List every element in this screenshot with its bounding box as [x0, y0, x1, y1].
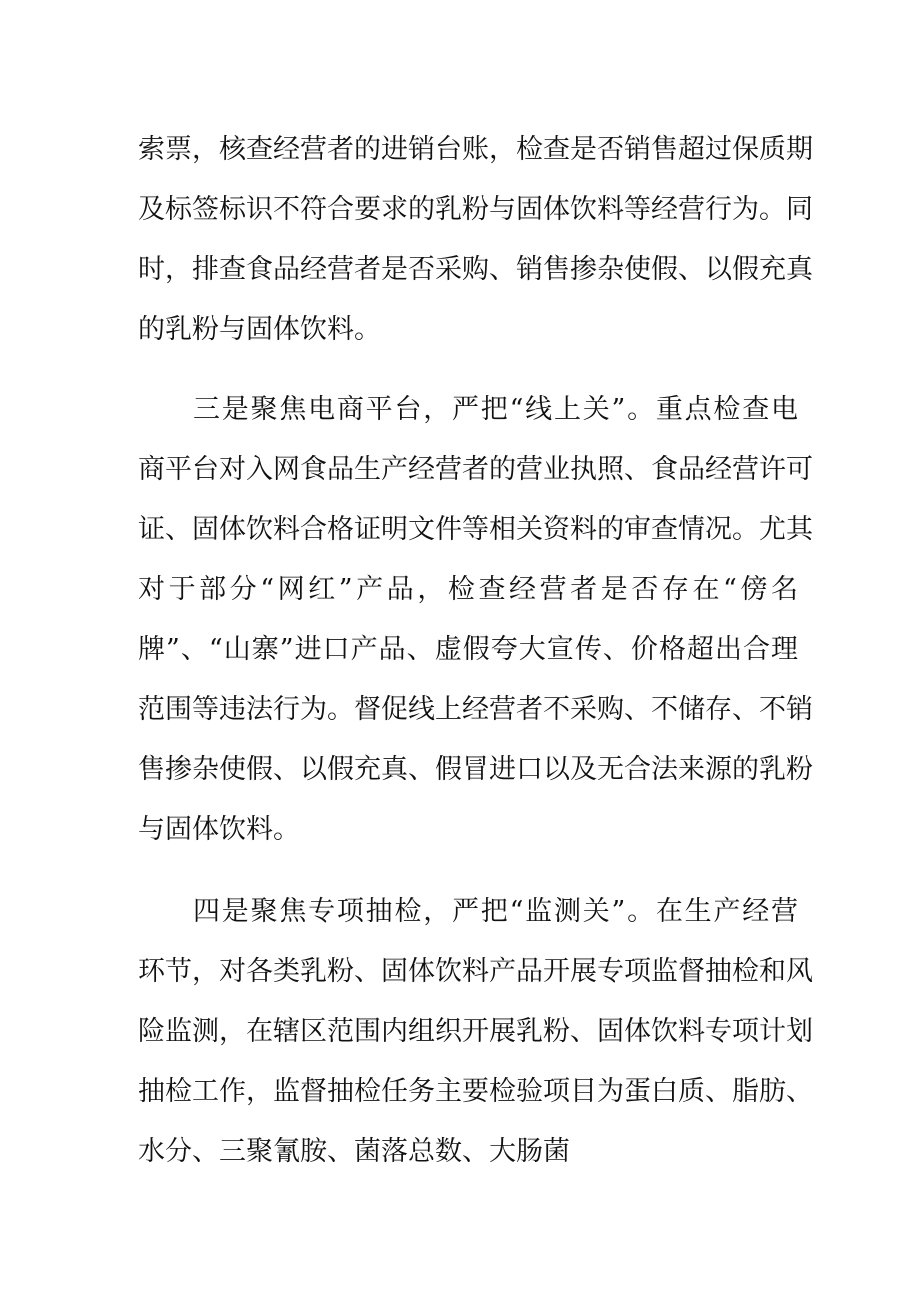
paragraph-1-line-1: 索票，核查经营者的进销台账，检查是否销售超过保质期 [138, 134, 813, 165]
paragraph-1-line-2: 及标签标识不符合要求的乳粉与固体饮料等经营行为。同 [138, 194, 813, 225]
paragraph-2-line-1: 三是聚焦电商平台，严把“线上关”。重点检查电 [193, 394, 798, 425]
paragraph-2-line-3: 证、固体饮料合格证明文件等相关资料的审查情况。尤其 [138, 514, 813, 545]
paragraph-2-line-8: 与固体饮料。 [138, 814, 300, 845]
paragraph-2-line-7: 售掺杂使假、以假充真、假冒进口以及无合法来源的乳粉 [138, 754, 813, 785]
paragraph-3-line-3: 险监测，在辖区范围内组织开展乳粉、固体饮料专项计划 [138, 1016, 813, 1047]
paragraph-1-line-3: 时，排查食品经营者是否采购、销售掺杂使假、以假充真 [138, 254, 813, 285]
paragraph-2-line-2: 商平台对入网食品生产经营者的营业执照、食品经营许可 [138, 454, 813, 485]
paragraph-2-line-6: 范围等违法行为。督促线上经营者不采购、不储存、不销 [138, 694, 813, 725]
paragraph-3-line-2: 环节，对各类乳粉、固体饮料产品开展专项监督抽检和风 [138, 956, 813, 987]
paragraph-3-line-4: 抽检工作，监督抽检任务主要检验项目为蛋白质、脂肪、 [138, 1076, 813, 1107]
paragraph-3-line-5: 水分、三聚氰胺、菌落总数、大肠菌 [138, 1136, 570, 1167]
paragraph-3-line-1: 四是聚焦专项抽检，严把“监测关”。在生产经营 [193, 896, 798, 927]
paragraph-2-line-5: 牌”、“山寨”进口产品、虚假夸大宣传、价格超出合理 [138, 634, 798, 665]
paragraph-2-line-4: 对于部分“网红”产品，检查经营者是否存在“傍名 [138, 574, 798, 605]
paragraph-1-line-4: 的乳粉与固体饮料。 [138, 314, 381, 345]
